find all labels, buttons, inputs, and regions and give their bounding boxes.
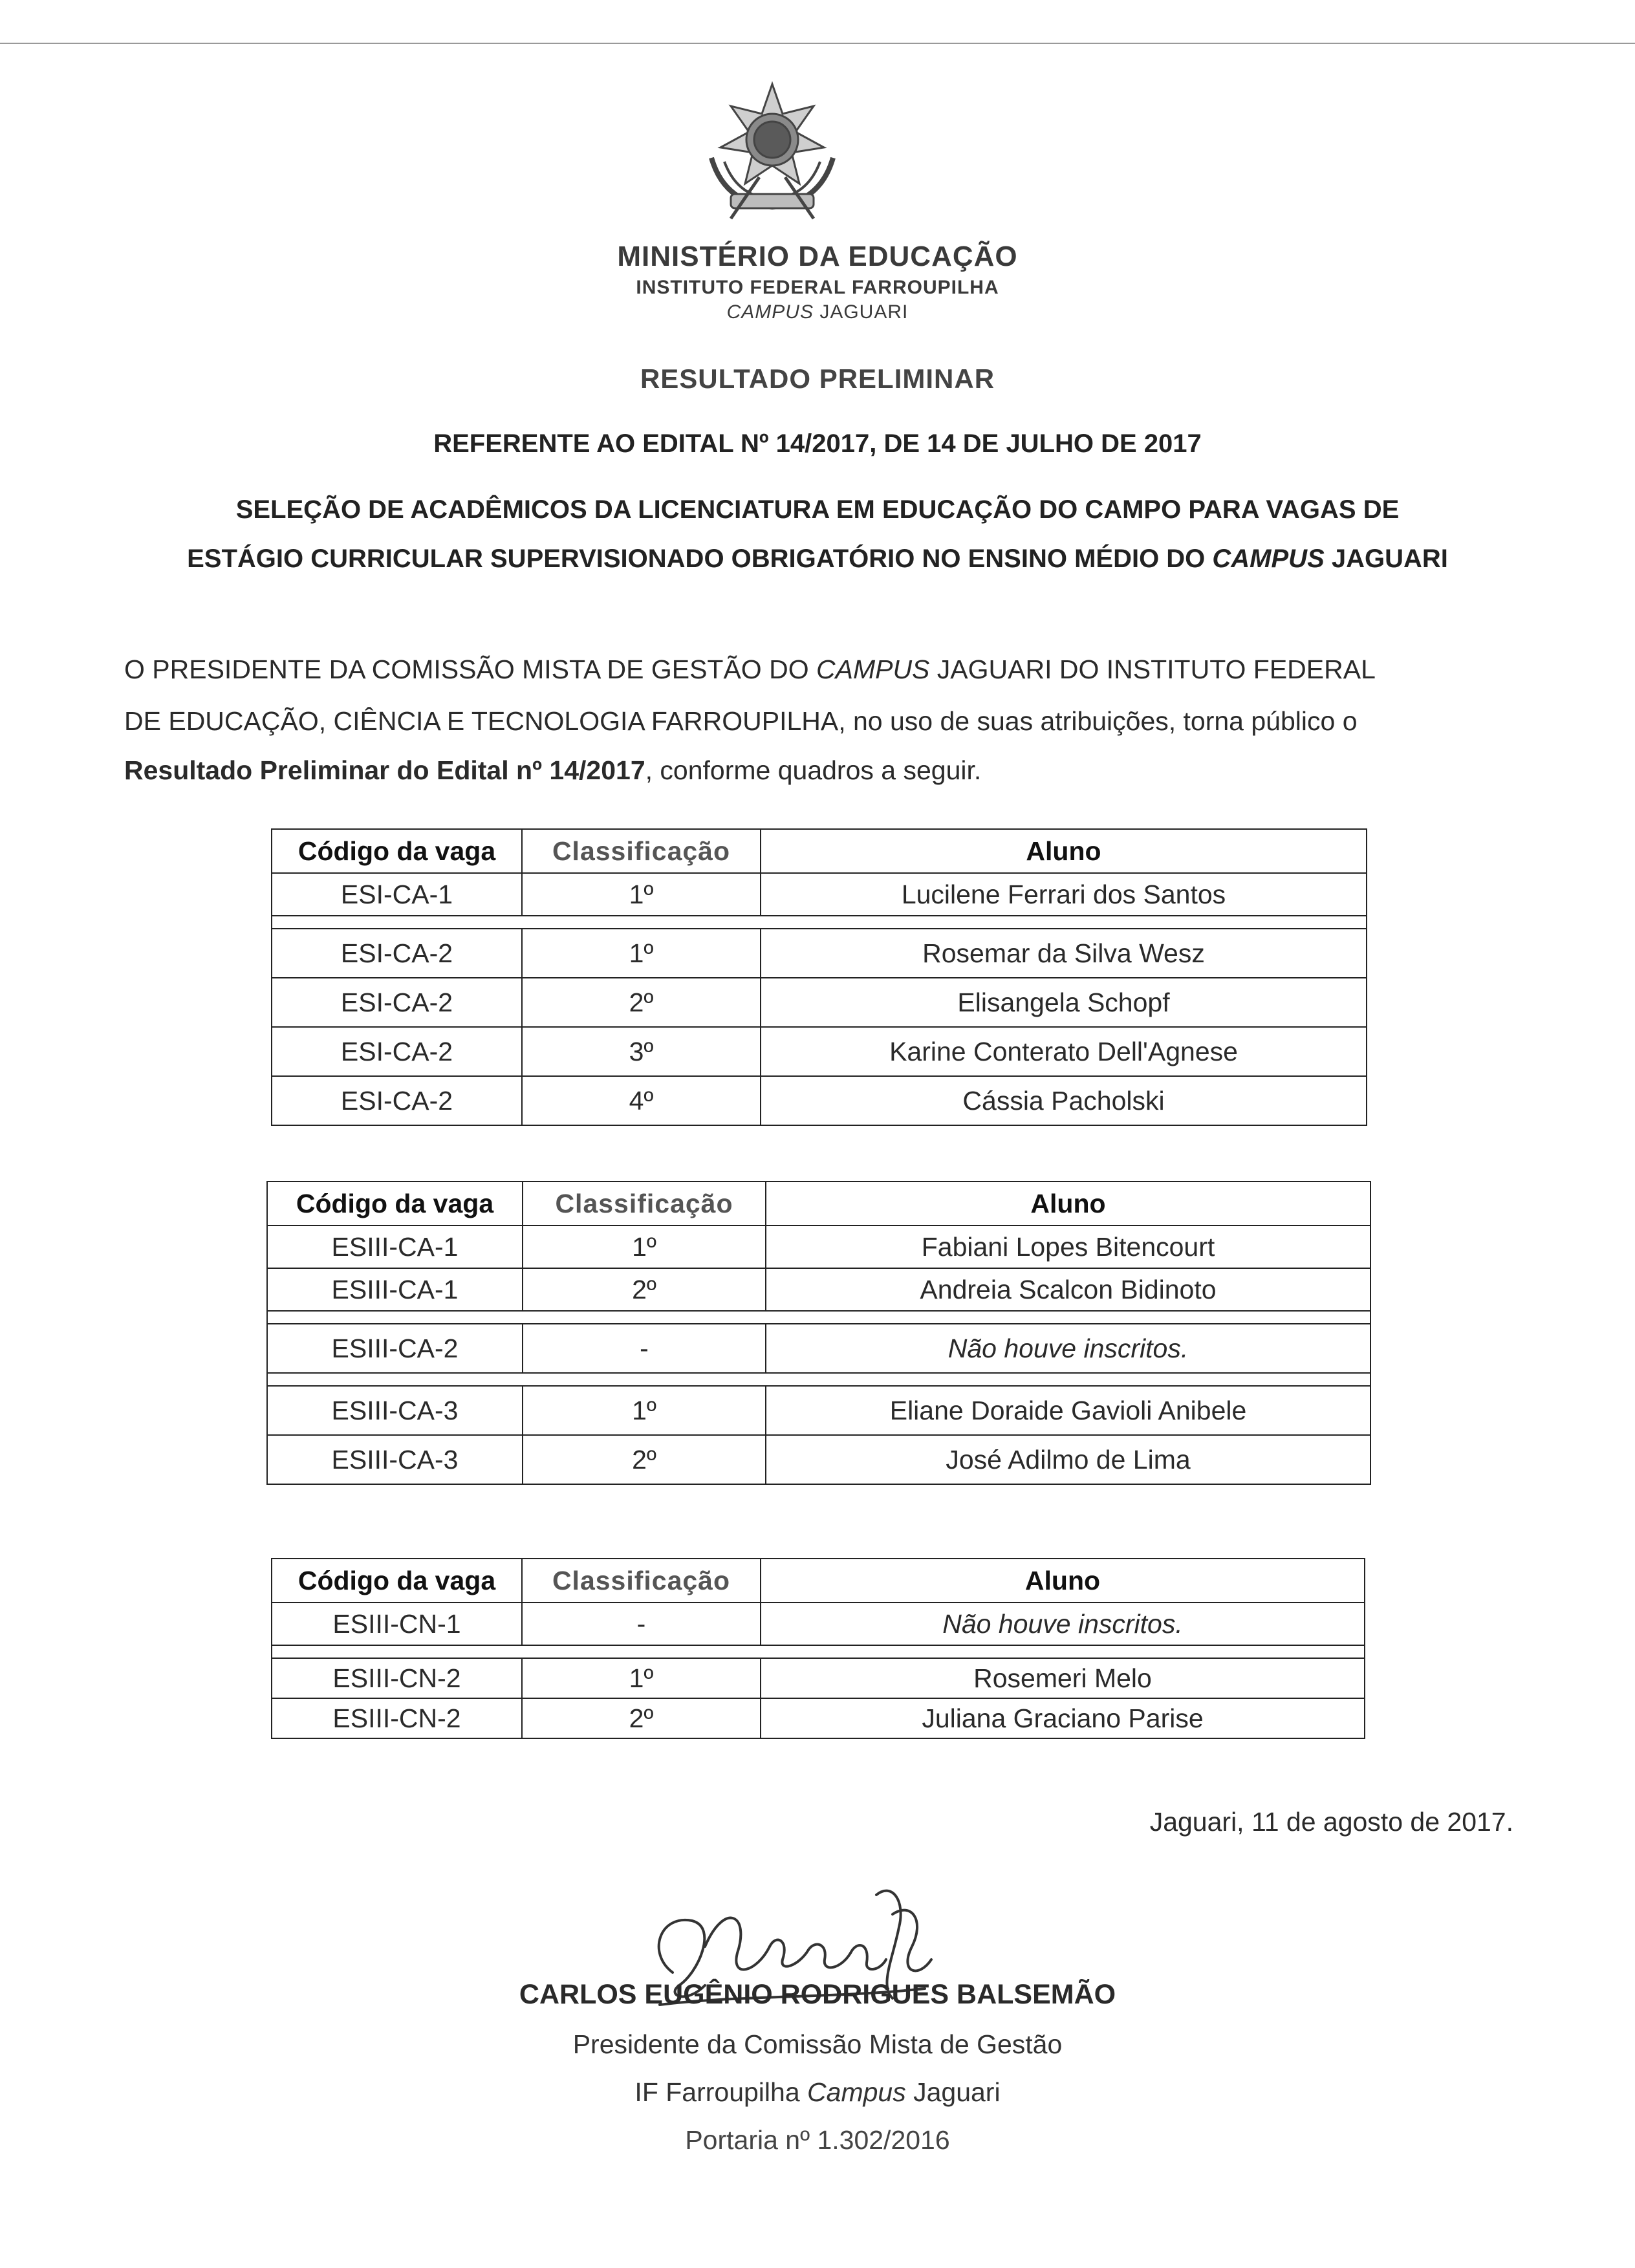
table-row [272,1698,1365,1738]
table-header-row [272,1559,1365,1603]
header-student: Aluno [761,829,1367,873]
signer-inst-text: IF Farroupilha [634,2077,808,2107]
student-name: Karine Conterato Dell'Agnese [761,1027,1367,1076]
intro-line-1 [124,654,1528,685]
rank: 2º [523,1435,766,1484]
intro-campus-word: CAMPUS [816,654,930,684]
scan-edge-line [0,43,1635,44]
header-rank: Classificação [523,1182,766,1226]
rank: 1º [522,1658,761,1698]
signer-ordinance: Portaria nº 1.302/2016 [685,2125,950,2155]
student-name: Não houve inscritos. [766,1324,1370,1373]
signer-inst-end: Jaguari [905,2077,1001,2107]
student-name: Rosemeri Melo [761,1658,1365,1698]
table-row [272,873,1367,916]
student-name: Cássia Pacholski [761,1076,1367,1125]
vacancy-code: ESI-CA-2 [272,929,522,978]
table-row [267,1386,1370,1435]
rank: 1º [522,929,761,978]
header-student: Aluno [766,1182,1370,1226]
signer-institution [0,2077,1635,2108]
table-row [267,1268,1370,1311]
rank: 2º [522,1698,761,1738]
table-separator-row [272,916,1367,929]
signer-role: Presidente da Comissão Mista de Gestão [572,2029,1063,2059]
table-row [267,1435,1370,1484]
ministry-name: MINISTÉRIO DA EDUCAÇÃO [617,241,1018,272]
subject-line-1: SELEÇÃO DE ACADÊMICOS DA LICENCIATURA EM EDUCAÇÃO DO CAMPO PARA VAGAS DE [235,495,1400,524]
vacancy-code: ESI-CA-2 [272,1027,522,1076]
rank: 1º [523,1226,766,1268]
header-code: Código da vaga [272,829,522,873]
header-rank: Classificação [522,1559,761,1603]
vacancy-code: ESIII-CA-3 [267,1386,523,1435]
header-student: Aluno [761,1559,1365,1603]
campus-word: CAMPUS [726,301,814,323]
edital-reference: REFERENTE AO EDITAL Nº 14/2017, DE 14 DE JULHO DE 2017 [433,429,1202,458]
intro-line-3 [124,755,1528,786]
table-row [272,929,1367,978]
signer-campus-word: Campus [807,2077,906,2107]
intro-result-title: Resultado Preliminar do Edital nº 14/2017 [124,755,645,785]
results-table-esi [271,828,1367,1126]
document-title: RESULTADO PRELIMINAR [640,363,995,394]
vacancy-code: ESIII-CA-3 [267,1435,523,1484]
intro-l3-end: , conforme quadros a seguir. [645,755,982,785]
vacancy-code: ESIII-CA-2 [267,1324,523,1373]
header-code: Código da vaga [267,1182,523,1226]
student-name: Fabiani Lopes Bitencourt [766,1226,1370,1268]
table-row [267,1226,1370,1268]
vacancy-code: ESIII-CA-1 [267,1268,523,1311]
rank: 2º [523,1268,766,1311]
student-name: Andreia Scalcon Bidinoto [766,1268,1370,1311]
results-table-esiii-cn [271,1558,1365,1739]
campus-name [0,301,1635,323]
vacancy-code: ESI-CA-2 [272,978,522,1027]
table-separator-row [272,1645,1365,1658]
table-header-row [272,829,1367,873]
vacancy-code: ESIII-CN-2 [272,1698,522,1738]
vacancy-code: ESIII-CN-1 [272,1603,522,1645]
header-code: Código da vaga [272,1559,522,1603]
header-rank: Classificação [522,829,761,873]
rank: 4º [522,1076,761,1125]
table-row [272,1027,1367,1076]
student-name: Eliane Doraide Gavioli Anibele [766,1386,1370,1435]
subject-campus-word: CAMPUS [1212,545,1325,573]
results-table-esiii-ca [266,1181,1371,1485]
subject-line-2 [0,545,1635,574]
subject-line-2-text: ESTÁGIO CURRICULAR SUPERVISIONADO OBRIGATÓRIO NO ENSINO MÉDIO DO [187,545,1213,573]
rank: 3º [522,1027,761,1076]
table-row [272,1603,1365,1645]
table-separator-row [267,1311,1370,1324]
table-row [272,978,1367,1027]
table-row [267,1324,1370,1373]
table-separator-row [267,1373,1370,1386]
student-name: Elisangela Schopf [761,978,1367,1027]
intro-line-2: DE EDUCAÇÃO, CIÊNCIA E TECNOLOGIA FARROUPILHA, no uso de suas atribuições, torna público o [124,706,1358,736]
vacancy-code: ESIII-CA-1 [267,1226,523,1268]
institute-name: INSTITUTO FEDERAL FARROUPILHA [636,277,999,298]
rank: - [523,1324,766,1373]
student-name: Juliana Graciano Parise [761,1698,1365,1738]
campus-city: JAGUARI [819,301,909,323]
table-row [272,1658,1365,1698]
intro-l1-end: JAGUARI DO INSTITUTO FEDERAL [929,654,1376,684]
rank: - [522,1603,761,1645]
intro-l1-text: O PRESIDENTE DA COMISSÃO MISTA DE GESTÃO DO [124,654,816,684]
student-name: Rosemar da Silva Wesz [761,929,1367,978]
brazil-coat-of-arms-icon [686,80,859,222]
subject-line-2-end: JAGUARI [1324,545,1448,573]
table-row [272,1076,1367,1125]
rank: 1º [522,873,761,916]
student-name: Não houve inscritos. [761,1603,1365,1645]
rank: 1º [523,1386,766,1435]
vacancy-code: ESI-CA-2 [272,1076,522,1125]
table-header-row [267,1182,1370,1226]
rank: 2º [522,978,761,1027]
signer-name: CARLOS EUGÊNIO RODRIGUES BALSEMÃO [519,1979,1116,2010]
student-name: José Adilmo de Lima [766,1435,1370,1484]
place-and-date: Jaguari, 11 de agosto de 2017. [1149,1807,1513,1837]
student-name: Lucilene Ferrari dos Santos [761,873,1367,916]
vacancy-code: ESIII-CN-2 [272,1658,522,1698]
vacancy-code: ESI-CA-1 [272,873,522,916]
